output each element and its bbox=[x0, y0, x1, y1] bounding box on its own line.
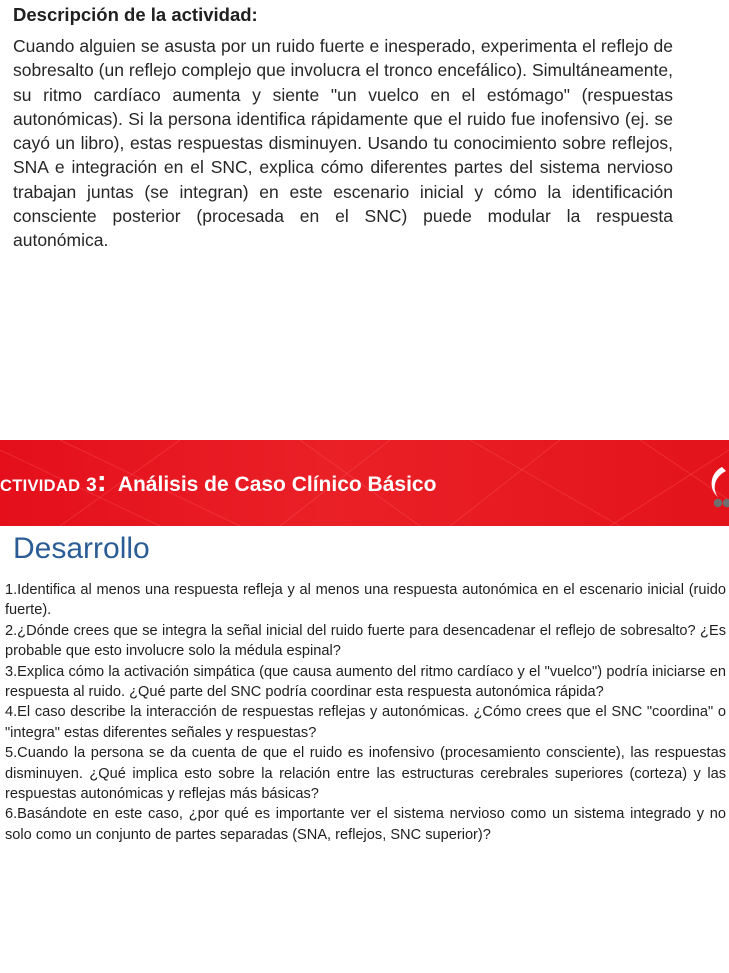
question-item: 3.Explica cómo la activación simpática (que causa aumento del ritmo cardíaco y el "vuelco") podría iniciarse en respuesta al ruido. ¿Qué parte del SNC podría coordinar esta respuesta autonómica rápida? bbox=[5, 663, 726, 701]
question-item: 5.Cuando la persona se da cuenta de que el ruido es inofensivo (procesamiento consciente), las respuestas disminuyen. ¿Qué implica esto sobre la relación entre las estructuras cerebrales superiores (corteza) y las respuestas autonómicas y reflejas más básicas? bbox=[5, 745, 726, 803]
activity-colon: : bbox=[96, 465, 107, 498]
development-questions bbox=[5, 580, 726, 845]
activity-description bbox=[13, 2, 673, 253]
activity-label: CTIVIDAD bbox=[0, 477, 81, 495]
question-item: 1.Identifica al menos una respuesta refleja y al menos una respuesta autonómica en el escenario inicial (ruido fuerte). bbox=[5, 582, 726, 619]
question-item: 2.¿Dónde crees que se integra la señal inicial del ruido fuerte para desencadenar el reflejo de sobresalto? ¿Es probable que esto involucre solo la médula espinal? bbox=[5, 622, 726, 660]
description-body: Cuando alguien se asusta por un ruido fuerte e inesperado, experimenta el reflejo de sobresalto (un reflejo complejo que involucra el tronco encefálico). Simultáneamente, su ritmo cardíaco aumenta y siente "un vuelco en el estómago" (respuestas autonómicas). Si la persona identifica rápidamente que el ruido fue inofensivo (ej. se cayó un libro), estas respuestas disminuyen. Usando tu conocimiento sobre reflejos, SNA e integración en el SNC, explica cómo diferentes partes del sistema nervioso trabajan juntas (se integran) en este escenario inicial y cómo la identificación consciente posterior (procesada en el SNC) puede modular la respuesta autonómica. bbox=[13, 36, 673, 251]
question-item: 6.Basándote en este caso, ¿por qué es importante ver el sistema nervioso como un sistema integrado y no solo como un conjunto de partes separadas (SNA, reflejos, SNC superior)? bbox=[5, 806, 726, 843]
banner-title bbox=[0, 466, 640, 502]
description-title: Descripción de la actividad: bbox=[13, 4, 258, 25]
brand-swirl-logo-icon bbox=[700, 463, 729, 513]
activity-title: Análisis de Caso Clínico Básico bbox=[117, 473, 437, 496]
question-item: 4.El caso describe la interacción de respuestas reflejas y autonómicas. ¿Cómo crees que el SNC "coordina" o "integra" estas diferentes señales y respuestas? bbox=[5, 704, 726, 741]
activity-number: 3 bbox=[86, 475, 97, 496]
activity-banner bbox=[0, 440, 729, 526]
development-heading: Desarrollo bbox=[13, 532, 150, 565]
